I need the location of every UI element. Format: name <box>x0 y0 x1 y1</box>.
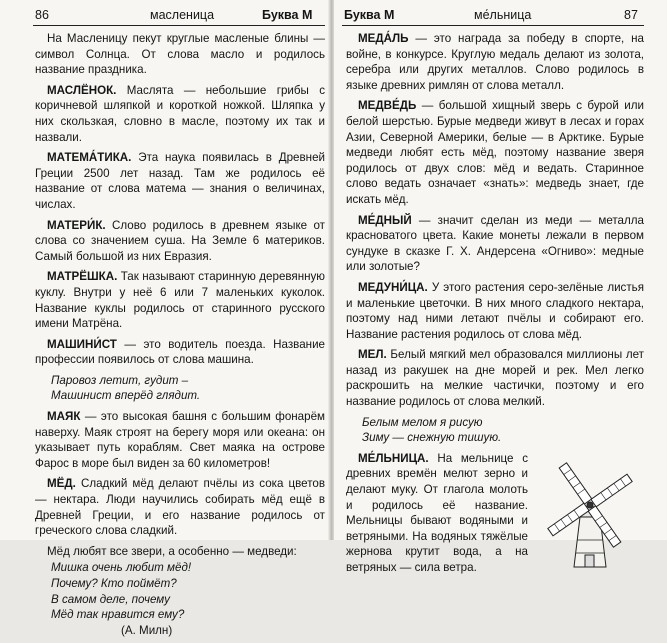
entry-medny: МЕ́ДНЫЙ — значит сделан из меди — металла красноватого цвета. Какие монеты лежали в первом сундуке в сказке Г. Х. Андерсена «Огниво»: медные или золотые? <box>346 213 644 274</box>
entry-mayak: МАЯК — это высокая башня с большим фонарём наверху. Маяк строят на берегу моря или океана: он указывает путь кораблям. Свет маяка на острове Фарос в море был виден за 60 километров! <box>35 410 325 470</box>
right-text-column <box>346 31 644 581</box>
windmill-icon <box>532 455 644 573</box>
entry-medved: МЕДВЕ́ДЬ — большой хищный зверь с бурой или белой шерстью. Бурые медведи живут в лесах и горах Азии, Северной Америки, белые — в Арктике. Бурые медведи любят есть мёд, поэтому название зверя родилось от двух слов: мёд и ведать. Старинное слово ведать означает «знать»: медведь знает, где искать мёд. <box>346 99 644 206</box>
entry-medal: МЕДА́ЛЬ — это награда за победу в спорте, на войне, в конкурсе. Круглую медаль делают из золота, серебра или других металлов. Слово родилось в языке древних римлян от слова металл. <box>346 32 644 92</box>
poem-chalk: Белым мелом я рисую Зиму — снежную тишую. <box>362 415 502 445</box>
left-text-column <box>35 31 325 643</box>
entry-melnitsa: МЕ́ЛЬНИЦА. На мельнице с древних времён мелют зерно и делают муку. От глагола молоть и родилось её название. Мельницы бывают водяными и ветряными. На водяных тяжёлые жернова крутит вода, а на ветряных — сила ветра. <box>346 451 528 574</box>
running-title-right: ме́льница <box>474 8 532 22</box>
entry-mashinist: МАШИНИ́СТ — это водитель поезда. Название профессии появилось от слова машина. <box>35 337 325 367</box>
poem-milne: Мишка очень любит мёд! Почему? Кто поймёт? В самом деле, почему Мёд так нравится ему? (А. Милн) <box>51 560 325 638</box>
entry-materik: МАТЕРИ́К. Слово родилось в древнем языке от слова со значением суша. На Земле 6 материков. Самый большой из них Евразия. <box>35 218 325 263</box>
page-number-right: 87 <box>624 8 638 22</box>
entry-paragraph: На Масленицу пекут круглые масленые блины — символ Солнца. От слова масло и родилось название праздника. <box>35 32 325 77</box>
entry-mel: МЕЛ. Белый мягкий мел образовался миллионы лет назад из ракушек на дне морей и рек. Мел легко раскрошить на мелкие частички, поэтому и его название родилось от слова мелкий. <box>346 348 644 409</box>
header-rule-left <box>33 25 325 26</box>
poem-author: (А. Милн) <box>121 623 173 637</box>
section-title-left: Буква М <box>262 8 313 22</box>
header-rule-right <box>342 25 644 26</box>
entry-matematika: МАТЕМА́ТИКА. Эта наука появилась в Древней Греции 2500 лет назад. Там же родилось её название от слова матема — знания о величинах, числах. <box>35 151 325 211</box>
page-number-left: 86 <box>35 8 49 22</box>
running-title-left: масленица <box>150 8 215 22</box>
entry-medunitsa: МЕДУНИ́ЦА. У этого растения серо-зелёные листья и маленькие цветочки. В них много сладкого нектара, поэтому над ними летают пчёлы и собирают его. Название растения родилось от слова мёд. <box>346 280 644 341</box>
entry-myod: МЁД. Сладкий мёд делают пчёлы из сока цветов — нектара. Люди научились собирать мёд ещё в Древней Греции, и его название родилось от греческого слова сладкий. <box>35 477 325 538</box>
right-page <box>334 0 667 574</box>
poem-train: Паровоз летит, гудит – Машинист вперёд глядит. <box>51 373 201 403</box>
section-title-right: Буква М <box>344 8 395 22</box>
entry-medvedi-intro: Мёд любят все звери, а особенно — медведи: <box>47 544 297 558</box>
entry-maslyonok: МАСЛЁНОК. Маслята — небольшие грибы с коричневой шляпкой и короткой ножкой. Шляпка у них скользкая, словно в масле, поэтому их так и назвали. <box>35 83 325 144</box>
windmill-illustration <box>532 455 644 573</box>
entry-matryoshka: МАТРЁШКА. Так называют старинную деревянную куклу. Внутри у неё 6 или 7 маленьких куколок. Название куклы родилось от старинного русского имени Матрёна. <box>35 270 325 331</box>
left-page <box>0 0 330 637</box>
